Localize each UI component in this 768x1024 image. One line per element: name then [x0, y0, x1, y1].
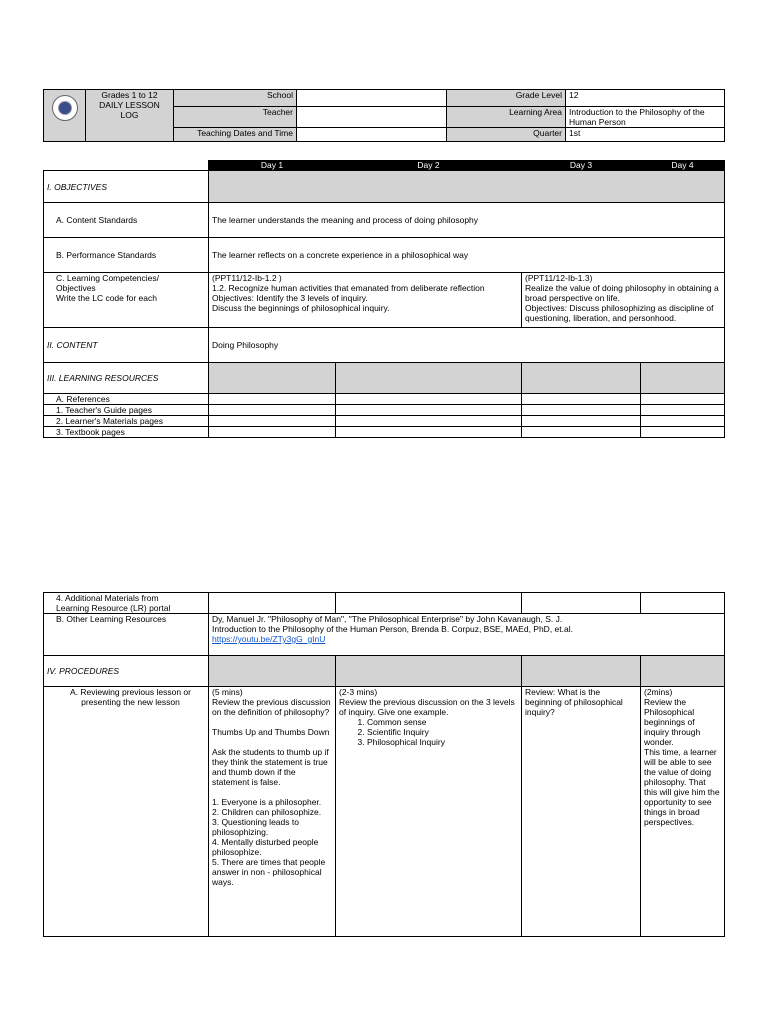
learners-materials-day4 — [641, 416, 725, 427]
references-day2 — [336, 394, 522, 405]
list-item: 1. Common sense — [367, 717, 518, 727]
objectives-gray-band — [209, 171, 725, 203]
content-standards-text: The learner understands the meaning and process of doing philosophy — [209, 203, 725, 238]
textbook-day3 — [522, 427, 641, 438]
procedures-day3 — [522, 656, 641, 687]
textbook-day1 — [209, 427, 336, 438]
additional-materials-label: 4. Additional Materials from Learning Resource (LR) portal — [44, 593, 209, 614]
additional-day1 — [209, 593, 336, 614]
resources-day1 — [209, 363, 336, 394]
other-resources-text: Dy, Manuel Jr. "Philosophy of Man", "The Philosophical Enterprise" by John Kavanaugh, S. J. Introduction to the Philosophy of the Human Person, Brenda B. Corpuz, BSE, MAEd, PhD, et.al. — [212, 614, 573, 634]
learners-materials-label: 2. Learner's Materials pages — [44, 416, 209, 427]
quarter-field[interactable]: 1st — [566, 128, 725, 142]
teachers-guide-day1 — [209, 405, 336, 416]
textbook-day2 — [336, 427, 522, 438]
reviewing-day2-intro: (2-3 mins) Review the previous discussion on the 3 levels of inquiry. Give one example. — [339, 687, 515, 717]
grade-level-label: Grade Level — [447, 90, 566, 107]
reviewing-day1: (5 mins) Review the previous discussion on the definition of philosophy? Thumbs Up and Thumbs Down Ask the students to thumb up if they think the statement is true and thumb down if the statement is false. 1. Everyone is a philosopher. 2. Children can philosophize. 3. Questioning leads to philosophizing. 4. Mentally disturbed people philosophize. 5. There are times that people answer in non - philosophical ways. — [209, 687, 336, 937]
inquiry-levels-list — [339, 717, 518, 747]
header-table — [43, 89, 725, 142]
deped-seal-icon — [52, 95, 78, 121]
performance-standards-label: B. Performance Standards — [44, 238, 209, 273]
competencies-day1-2: (PPT11/12-Ib-1.2 ) 1.2. Recognize human activities that emanated from deliberate reflection Objectives: Identify the 3 levels of inquiry. Discuss the beginnings of philosophical inquiry. — [209, 273, 522, 328]
additional-day4 — [641, 593, 725, 614]
resources-heading: III. LEARNING RESOURCES — [44, 363, 209, 394]
teacher-label: Teacher — [174, 107, 297, 128]
additional-day3 — [522, 593, 641, 614]
additional-day2 — [336, 593, 522, 614]
teaching-dates-label: Teaching Dates and Time — [174, 128, 297, 142]
teachers-guide-day2 — [336, 405, 522, 416]
content-text: Doing Philosophy — [209, 328, 725, 363]
procedures-day2 — [336, 656, 522, 687]
teachers-guide-label: 1. Teacher's Guide pages — [44, 405, 209, 416]
content-standards-label: A. Content Standards — [44, 203, 209, 238]
teachers-guide-day4 — [641, 405, 725, 416]
lesson-table-top — [43, 160, 725, 438]
school-field[interactable] — [297, 90, 447, 107]
learning-area-label: Learning Area — [447, 107, 566, 128]
textbook-label: 3. Textbook pages — [44, 427, 209, 438]
school-label: School — [174, 90, 297, 107]
references-day3 — [522, 394, 641, 405]
reviewing-lesson-label: A. Reviewing previous lesson or presenting the new lesson — [44, 687, 209, 937]
resources-day4 — [641, 363, 725, 394]
reviewing-day4: (2mins) Review the Philosophical beginnings of inquiry through wonder. This time, a learner will be able to see the value of doing philosophy. That this will give him the opportunity to see things in broad perspectives. — [641, 687, 725, 937]
list-item: 2. Scientific Inquiry — [367, 727, 518, 737]
references-label: A. References — [44, 394, 209, 405]
day-4-header: Day 4 — [641, 161, 725, 171]
objectives-heading: I. OBJECTIVES — [44, 171, 209, 203]
content-heading: II. CONTENT — [44, 328, 209, 363]
seal-cell — [44, 90, 86, 142]
lesson-table-bottom — [43, 592, 725, 937]
learners-materials-day3 — [522, 416, 641, 427]
other-resources-cell — [209, 614, 725, 656]
youtube-link[interactable]: https://youtu.be/ZTy3gG_gInU — [212, 634, 326, 644]
learners-materials-day2 — [336, 416, 522, 427]
quarter-label: Quarter — [447, 128, 566, 142]
day-1-header: Day 1 — [209, 161, 336, 171]
other-resources-label: B. Other Learning Resources — [44, 614, 209, 656]
form-title: Grades 1 to 12 DAILY LESSON LOG — [86, 90, 174, 142]
reviewing-day3: Review: What is the beginning of philosophical inquiry? — [522, 687, 641, 937]
references-day1 — [209, 394, 336, 405]
competencies-day3-4: (PPT11/12-Ib-1.3) Realize the value of doing philosophy in obtaining a broad perspective on life. Objectives: Discuss philosophizing as discipline of questioning, liberation, and personhood. — [522, 273, 725, 328]
procedures-day4 — [641, 656, 725, 687]
day-3-header: Day 3 — [522, 161, 641, 171]
teaching-dates-field[interactable] — [297, 128, 447, 142]
day-2-header: Day 2 — [336, 161, 522, 171]
teacher-field[interactable] — [297, 107, 447, 128]
performance-standards-text: The learner reflects on a concrete experience in a philosophical way — [209, 238, 725, 273]
textbook-day4 — [641, 427, 725, 438]
references-day4 — [641, 394, 725, 405]
learning-area-field[interactable]: Introduction to the Philosophy of the Human Person — [566, 107, 725, 128]
competencies-label: C. Learning Competencies/ Objectives Write the LC code for each — [44, 273, 209, 328]
reviewing-day2-cell — [336, 687, 522, 937]
procedures-day1 — [209, 656, 336, 687]
resources-day2 — [336, 363, 522, 394]
list-item: 3. Philosophical Inquiry — [367, 737, 518, 747]
resources-day3 — [522, 363, 641, 394]
procedures-heading: IV. PROCEDURES — [44, 656, 209, 687]
teachers-guide-day3 — [522, 405, 641, 416]
grade-level-field[interactable]: 12 — [566, 90, 725, 107]
learners-materials-day1 — [209, 416, 336, 427]
